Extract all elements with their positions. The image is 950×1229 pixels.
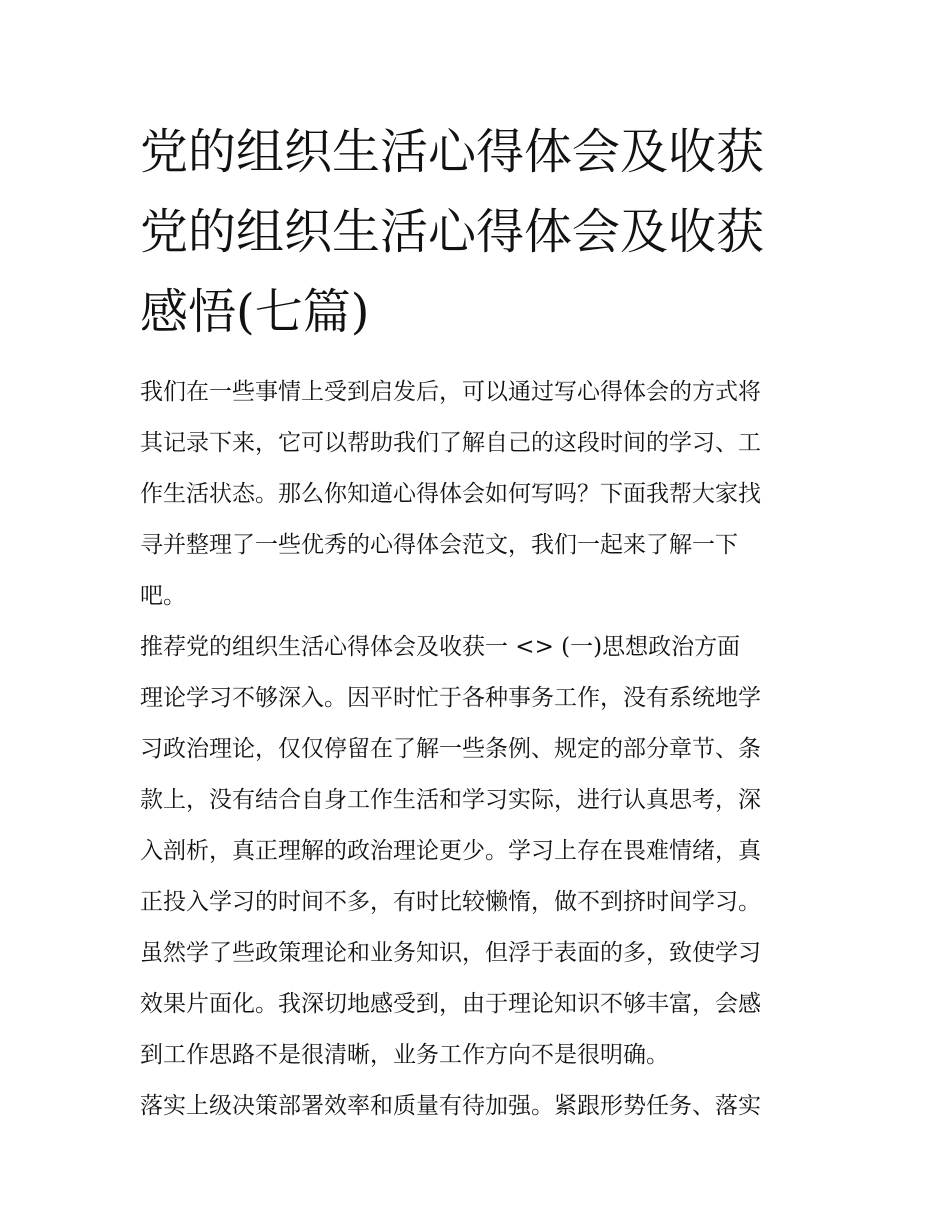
- paragraph-line: 入剖析，真正理解的政治理论更少。学习上存在畏难情绪，真: [140, 838, 761, 864]
- body-paragraph: [140, 673, 815, 1081]
- title-line: 党的组织生活心得体会及收获: [140, 124, 765, 180]
- document-title: [140, 112, 815, 352]
- section-heading-paragraph: [140, 622, 815, 673]
- title-line: 党的组织生活心得体会及收获: [140, 204, 765, 260]
- paragraph-line: 我们在一些事情上受到启发后，可以通过写心得体会的方式将: [140, 379, 761, 405]
- paragraph-line: 习政治理论，仅仅停留在了解一些条例、规定的部分章节、条: [140, 736, 761, 762]
- paragraph-line: 作生活状态。那么你知道心得体会如何写吗？下面我帮大家找: [140, 481, 761, 507]
- title-line: 感悟(七篇): [140, 284, 370, 340]
- paragraph-line: 款上，没有结合自身工作生活和学习实际，进行认真思考，深: [140, 787, 761, 813]
- paragraph-line: 落实上级决策部署效率和质量有待加强。紧跟形势任务、落实: [140, 1093, 761, 1119]
- paragraph-line: 理论学习不够深入。因平时忙于各种事务工作，没有系统地学: [140, 685, 761, 711]
- intro-paragraph: [140, 367, 815, 622]
- paragraph-line: 正投入学习的时间不多，有时比较懒惰，做不到挤时间学习。: [140, 889, 761, 915]
- paragraph-line: 虽然学了些政策理论和业务知识，但浮于表面的多，致使学习: [140, 940, 761, 966]
- paragraph-line: 其记录下来，它可以帮助我们了解自己的这段时间的学习、工: [140, 430, 761, 456]
- paragraph-line: 到工作思路不是很清晰，业务工作方向不是很明确。: [140, 1042, 669, 1068]
- paragraph-line: 吧。: [140, 583, 186, 609]
- paragraph-line: 寻并整理了一些优秀的心得体会范文，我们一起来了解一下: [140, 532, 738, 558]
- paragraph-line: 效果片面化。我深切地感受到，由于理论知识不够丰富，会感: [140, 991, 761, 1017]
- body-paragraph: [140, 1081, 815, 1132]
- paragraph-line: 推荐党的组织生活心得体会及收获一 <> (一)思想政治方面: [140, 634, 741, 660]
- document-page: [140, 112, 815, 1132]
